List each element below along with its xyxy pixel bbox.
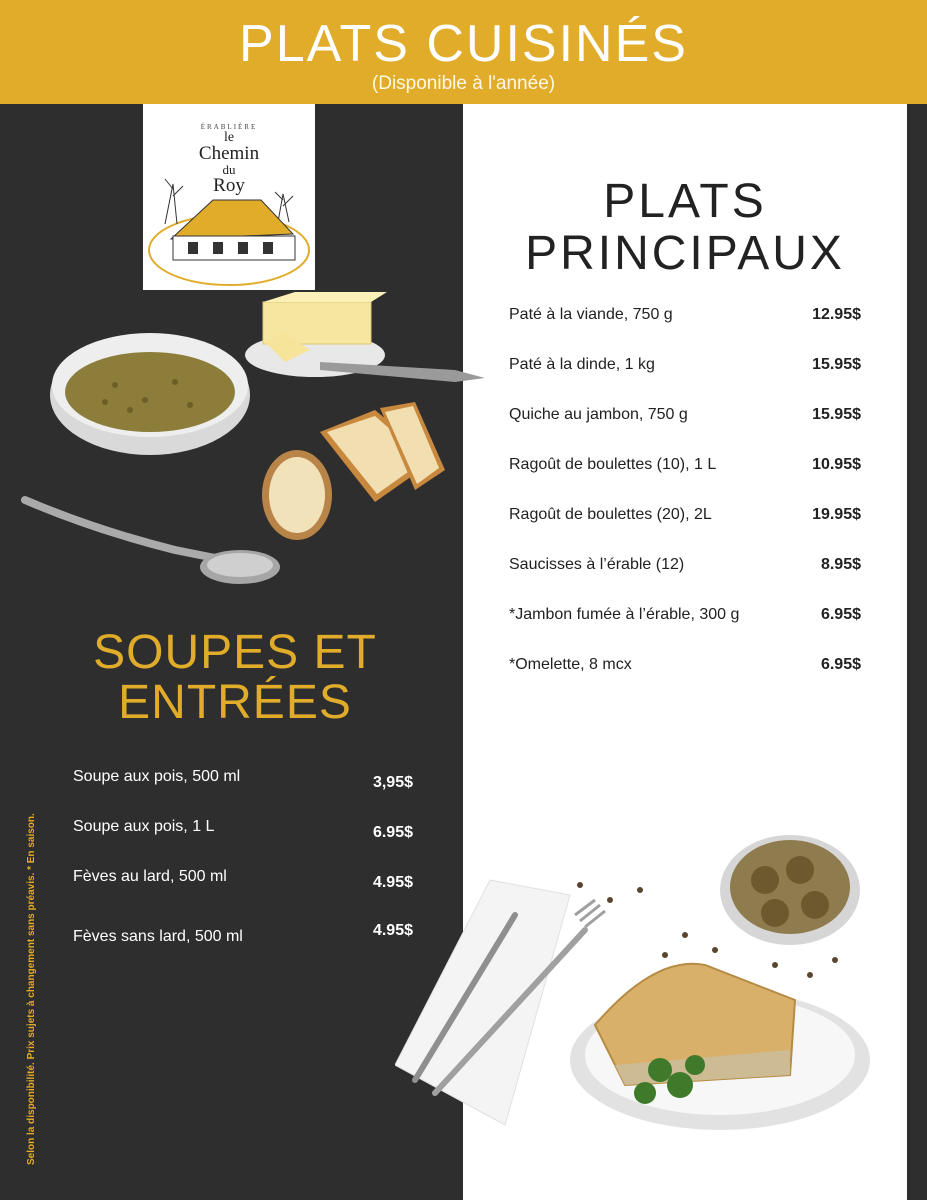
main-item bbox=[509, 606, 861, 630]
soup-bread-photo bbox=[15, 290, 485, 620]
main-item-price: 12.95$ bbox=[812, 306, 861, 323]
main-item bbox=[509, 556, 861, 580]
soups-title-line1: SOUPES ET bbox=[93, 626, 377, 679]
mains-section-title bbox=[500, 176, 870, 280]
soup-item-price: 4.95$ bbox=[372, 922, 413, 939]
soup-item-price: 6.95$ bbox=[372, 824, 413, 841]
logo-name-line3: du bbox=[222, 162, 236, 177]
header-banner bbox=[0, 0, 927, 104]
logo bbox=[143, 104, 315, 290]
main-item-price: 6.95$ bbox=[820, 606, 861, 623]
logo-name-line2: Chemin bbox=[198, 143, 260, 164]
logo-name-line4: Roy bbox=[213, 175, 245, 196]
main-item-name: Paté à la viande, 750 g bbox=[509, 306, 673, 323]
side-note: Selon la disponibilité. Prix sujets à changement sans préavis. * En saison. bbox=[26, 813, 37, 1165]
soup-item bbox=[73, 818, 413, 844]
soup-item bbox=[73, 922, 413, 952]
main-item-price: 15.95$ bbox=[812, 356, 861, 373]
main-item-name: Quiche au jambon, 750 g bbox=[509, 406, 688, 423]
logo-name-line1: le bbox=[223, 130, 235, 145]
main-item bbox=[509, 506, 861, 530]
main-item-price: 15.95$ bbox=[812, 406, 861, 423]
soup-item bbox=[73, 768, 413, 794]
soup-item-name: Soupe aux pois, 500 ml bbox=[73, 768, 241, 785]
main-item-price: 6.95$ bbox=[820, 656, 861, 673]
mains-title-line1: PLATS bbox=[603, 175, 767, 228]
main-item bbox=[509, 656, 861, 680]
mains-title-line2: PRINCIPAUX bbox=[525, 227, 845, 280]
main-item-name: *Jambon fumée à l’érable, 300 g bbox=[509, 606, 740, 623]
soup-item bbox=[73, 868, 413, 894]
main-item-price: 10.95$ bbox=[812, 456, 861, 473]
main-item-name: Ragoût de boulettes (20), 2L bbox=[509, 506, 712, 523]
page-title: PLATS CUISINÉS bbox=[239, 15, 688, 73]
main-item-name: Ragoût de boulettes (10), 1 L bbox=[509, 456, 717, 473]
main-item-name: Saucisses à l’érable (12) bbox=[509, 556, 685, 573]
soups-section-title bbox=[60, 628, 410, 728]
soup-item-name: Soupe aux pois, 1 L bbox=[73, 818, 215, 835]
page-subtitle: (Disponible à l'année) bbox=[371, 73, 556, 94]
soup-item-price: 3,95$ bbox=[372, 774, 413, 791]
soup-item-price: 4.95$ bbox=[372, 874, 413, 891]
soup-item-name: Fèves sans lard, 500 ml bbox=[73, 928, 243, 945]
main-item-price: 19.95$ bbox=[812, 506, 861, 523]
soup-item-name: Fèves au lard, 500 ml bbox=[73, 868, 227, 885]
main-item bbox=[509, 406, 861, 430]
meat-pie-photo bbox=[395, 825, 875, 1145]
right-dark-strip bbox=[907, 104, 927, 1200]
main-item bbox=[509, 456, 861, 480]
main-item-name: *Omelette, 8 mcx bbox=[509, 656, 632, 673]
main-item bbox=[509, 356, 861, 380]
main-item-name: Paté à la dinde, 1 kg bbox=[509, 356, 655, 373]
logo-small-text: ÉRABLIÈRE bbox=[200, 123, 258, 131]
main-item-price: 8.95$ bbox=[820, 556, 861, 573]
logo-house-illustration bbox=[143, 104, 315, 290]
soups-title-line2: ENTRÉES bbox=[118, 676, 352, 729]
main-item bbox=[509, 306, 861, 330]
